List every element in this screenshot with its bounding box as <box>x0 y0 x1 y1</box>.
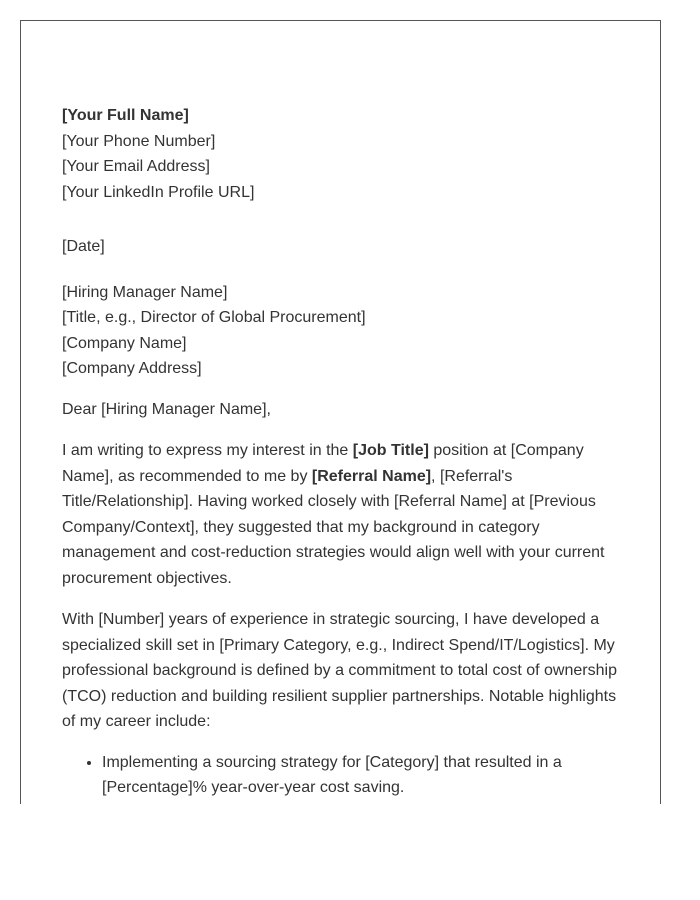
salutation: Dear [Hiring Manager Name], <box>62 400 271 418</box>
sender-email: [Your Email Address] <box>62 158 210 175</box>
list-item: • Implementing a sourcing strategy for [Category] that resulted in a [Percentage]% year-over-year cost saving. <box>102 750 622 801</box>
job-title: [Job Title] <box>352 442 429 459</box>
sender-name: [Your Full Name] <box>62 107 189 124</box>
paragraph-intro-part3: , [Referral's Title/Relationship]. Having worked closely with [Referral Name] at [Previous Company/Context], they suggested that my background in category management and cost-reduction strategies would align well with your current procurement objectives. <box>62 467 605 587</box>
cover-letter <box>62 103 622 801</box>
recipient-name: [Hiring Manager Name] <box>62 283 228 301</box>
recipient-address: [Company Address] <box>62 360 202 377</box>
highlights-list <box>62 750 622 801</box>
paragraph-intro-part1: I am writing to express my interest in the <box>62 442 353 459</box>
paragraph-intro-part2: position at [Company Name], as recommended to me by <box>62 442 584 485</box>
sender-phone: [Your Phone Number] <box>62 132 216 150</box>
sender-block <box>62 103 622 205</box>
recipient-title: [Title, e.g., Director of Global Procurement] <box>62 309 366 326</box>
sender-linkedin: [Your LinkedIn Profile URL] <box>62 183 255 201</box>
referral-name: [Referral Name] <box>311 467 432 485</box>
paragraph-experience: With [Number] years of experience in strategic sourcing, I have developed a specialized skill set in [Primary Category, e.g., Indirect Spend/IT/Logistics]. My professional background is defined by a commitment to total cost of ownership (TCO) reduction and building resilient supplier partnerships. Notable highlights of my career include: <box>62 611 617 730</box>
paragraph-intro <box>62 438 622 591</box>
recipient-company: [Company Name] <box>62 334 187 352</box>
recipient-block <box>62 280 622 382</box>
letter-date: [Date] <box>62 238 105 255</box>
letter-page <box>20 20 661 804</box>
date-block <box>62 234 622 260</box>
